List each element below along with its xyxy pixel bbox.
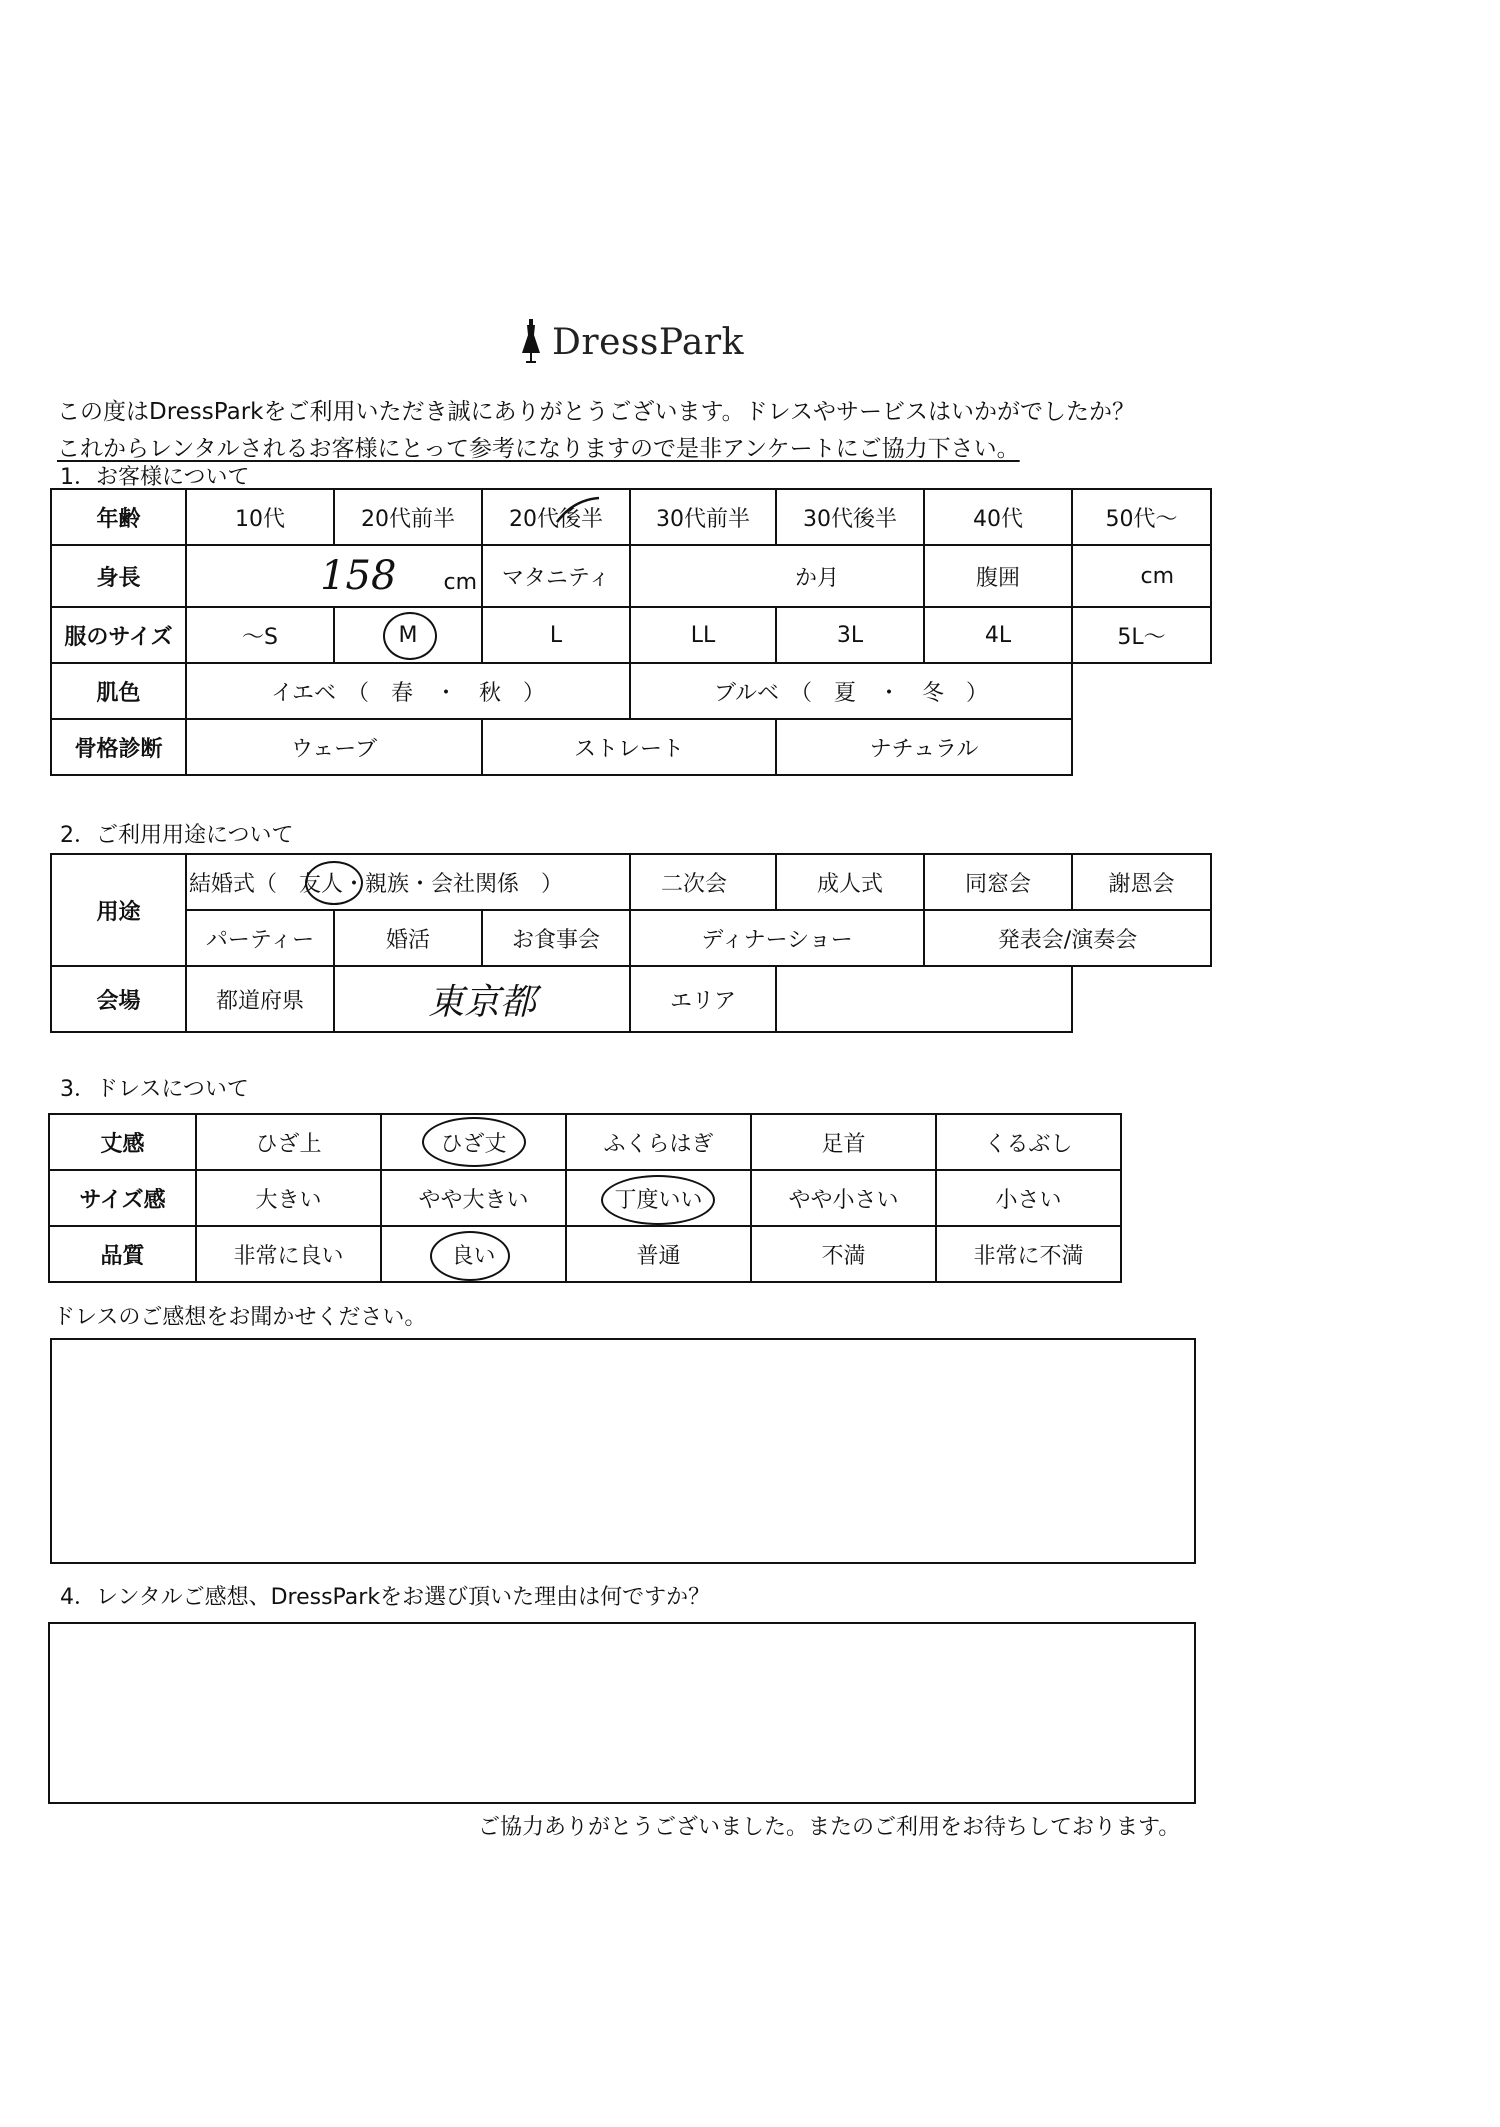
length-row [49, 1114, 1121, 1170]
usage-table [50, 853, 1212, 1033]
usage-option[interactable]: 謝恩会 [1072, 854, 1211, 910]
age-option[interactable]: 40代 [924, 489, 1072, 545]
waist-unit: cm [1140, 563, 1174, 589]
fit-option[interactable]: 小さい [936, 1170, 1121, 1226]
length-option[interactable]: ひざ上 [196, 1114, 381, 1170]
quality-row [49, 1226, 1121, 1282]
size-option[interactable]: 4L [924, 607, 1072, 663]
usage-option[interactable]: パーティー [186, 910, 334, 966]
quality-option-label: 良い [451, 1243, 496, 1269]
usage-option[interactable]: 婚活 [334, 910, 482, 966]
wedding-option[interactable] [186, 854, 630, 910]
size-option[interactable]: ～S [186, 607, 334, 663]
section-3-title: 3．ドレスについて [60, 1077, 249, 1102]
fit-option[interactable]: 大きい [196, 1170, 381, 1226]
prefecture-label: 都道府県 [186, 966, 334, 1032]
usage-row-2 [51, 910, 1211, 966]
length-option-label: ひざ丈 [440, 1131, 507, 1157]
age-option[interactable]: 50代～ [1072, 489, 1211, 545]
frame-label: 骨格診断 [51, 719, 186, 775]
venue-label: 会場 [51, 966, 186, 1032]
fit-row [49, 1170, 1121, 1226]
skin-yellow[interactable]: イエベ （ 春 ・ 秋 ） [186, 663, 630, 719]
empty-cell [1072, 966, 1211, 1032]
selection-circle [383, 612, 437, 660]
frame-option[interactable]: ストレート [482, 719, 776, 775]
height-label: 身長 [51, 545, 186, 607]
intro-line-2: これからレンタルされるお客様にとって参考になりますので是非アンケートにご協力下さい。 [57, 436, 1020, 462]
usage-option[interactable]: 同窓会 [924, 854, 1072, 910]
logo [520, 312, 744, 372]
skin-label: 肌色 [51, 663, 186, 719]
length-option[interactable]: 足首 [751, 1114, 936, 1170]
venue-row [51, 966, 1211, 1032]
customer-table [50, 488, 1212, 776]
wedding-text: 結婚式（ 友人・親族・会社関係 ） [189, 871, 564, 897]
length-option[interactable]: ふくらはぎ [566, 1114, 751, 1170]
usage-option[interactable]: お食事会 [482, 910, 630, 966]
height-value: 158 [320, 553, 397, 599]
section-2-title: 2．ご利用用途について [60, 823, 294, 848]
frame-option[interactable]: ナチュラル [776, 719, 1072, 775]
reason-box[interactable] [48, 1622, 1196, 1804]
quality-option[interactable]: 普通 [566, 1226, 751, 1282]
dress-table [48, 1113, 1122, 1283]
usage-option[interactable]: 成人式 [776, 854, 924, 910]
usage-option[interactable]: 発表会/演奏会 [924, 910, 1211, 966]
length-option-selected[interactable] [381, 1114, 566, 1170]
waist-label: 腹囲 [924, 545, 1072, 607]
maternity-months-field[interactable] [630, 545, 924, 607]
selection-circle [305, 861, 363, 905]
usage-label: 用途 [51, 854, 186, 966]
prefecture-value: 東京都 [428, 981, 537, 1023]
frame-row [51, 719, 1211, 775]
size-option[interactable]: LL [630, 607, 776, 663]
fit-label: サイズ感 [49, 1170, 196, 1226]
prefecture-field[interactable] [334, 966, 630, 1032]
area-label: エリア [630, 966, 776, 1032]
quality-option[interactable]: 不満 [751, 1226, 936, 1282]
age-row [51, 489, 1211, 545]
closing-message: ご協力ありがとうございました。またのご利用をお待ちしております。 [478, 1815, 1181, 1840]
age-option-selected[interactable] [482, 489, 630, 545]
selection-circle [422, 1117, 526, 1167]
section-4-title: 4．レンタルご感想、DressParkをお選び頂いた理由は何ですか？ [60, 1585, 711, 1610]
frame-option[interactable]: ウェーブ [186, 719, 482, 775]
size-option[interactable]: 5L～ [1072, 607, 1211, 663]
age-label: 年齢 [51, 489, 186, 545]
dress-icon [520, 319, 542, 365]
skin-row [51, 663, 1211, 719]
size-option[interactable]: 3L [776, 607, 924, 663]
age-option-label: 20代後半 [509, 506, 603, 532]
waist-field[interactable] [1072, 545, 1211, 607]
size-option-label: M [398, 622, 418, 648]
length-label: 丈感 [49, 1114, 196, 1170]
maternity-label: マタニティ [482, 545, 630, 607]
size-option[interactable]: L [482, 607, 630, 663]
age-option[interactable]: 20代前半 [334, 489, 482, 545]
area-field[interactable] [776, 966, 1072, 1032]
size-row [51, 607, 1211, 663]
usage-row-1 [51, 854, 1211, 910]
selection-circle [430, 1231, 510, 1281]
quality-option[interactable]: 非常に良い [196, 1226, 381, 1282]
age-option[interactable]: 30代前半 [630, 489, 776, 545]
fit-option-label: 丁度いい [614, 1187, 703, 1213]
quality-label: 品質 [49, 1226, 196, 1282]
skin-blue[interactable]: ブルベ （ 夏 ・ 冬 ） [630, 663, 1072, 719]
fit-option[interactable]: やや大きい [381, 1170, 566, 1226]
height-row [51, 545, 1211, 607]
section-1-title: 1．お客様について [60, 465, 250, 490]
size-label: 服のサイズ [51, 607, 186, 663]
age-option[interactable]: 10代 [186, 489, 334, 545]
dress-feedback-prompt: ドレスのご感想をお聞かせください。 [53, 1305, 427, 1330]
usage-option[interactable]: 二次会 [630, 854, 776, 910]
logo-text: DressPark [552, 321, 744, 363]
fit-option[interactable]: やや小さい [751, 1170, 936, 1226]
dress-feedback-box[interactable] [50, 1338, 1196, 1564]
months-unit: か月 [794, 565, 839, 591]
quality-option-selected[interactable] [381, 1226, 566, 1282]
age-option[interactable]: 30代後半 [776, 489, 924, 545]
size-option-selected[interactable] [334, 607, 482, 663]
empty-cell [1072, 663, 1211, 719]
length-option[interactable]: くるぶし [936, 1114, 1121, 1170]
height-field[interactable] [186, 545, 482, 607]
selection-circle [601, 1175, 715, 1225]
quality-option[interactable]: 非常に不満 [936, 1226, 1121, 1282]
height-unit: cm [443, 570, 477, 595]
empty-cell [1072, 719, 1211, 775]
fit-option-selected[interactable] [566, 1170, 751, 1226]
usage-option[interactable]: ディナーショー [630, 910, 924, 966]
intro-line-1: この度はDressParkをご利用いただき誠にありがとうございます。ドレスやサービスはいかがでしたか？ [57, 399, 1135, 425]
check-mark-icon [553, 496, 603, 526]
